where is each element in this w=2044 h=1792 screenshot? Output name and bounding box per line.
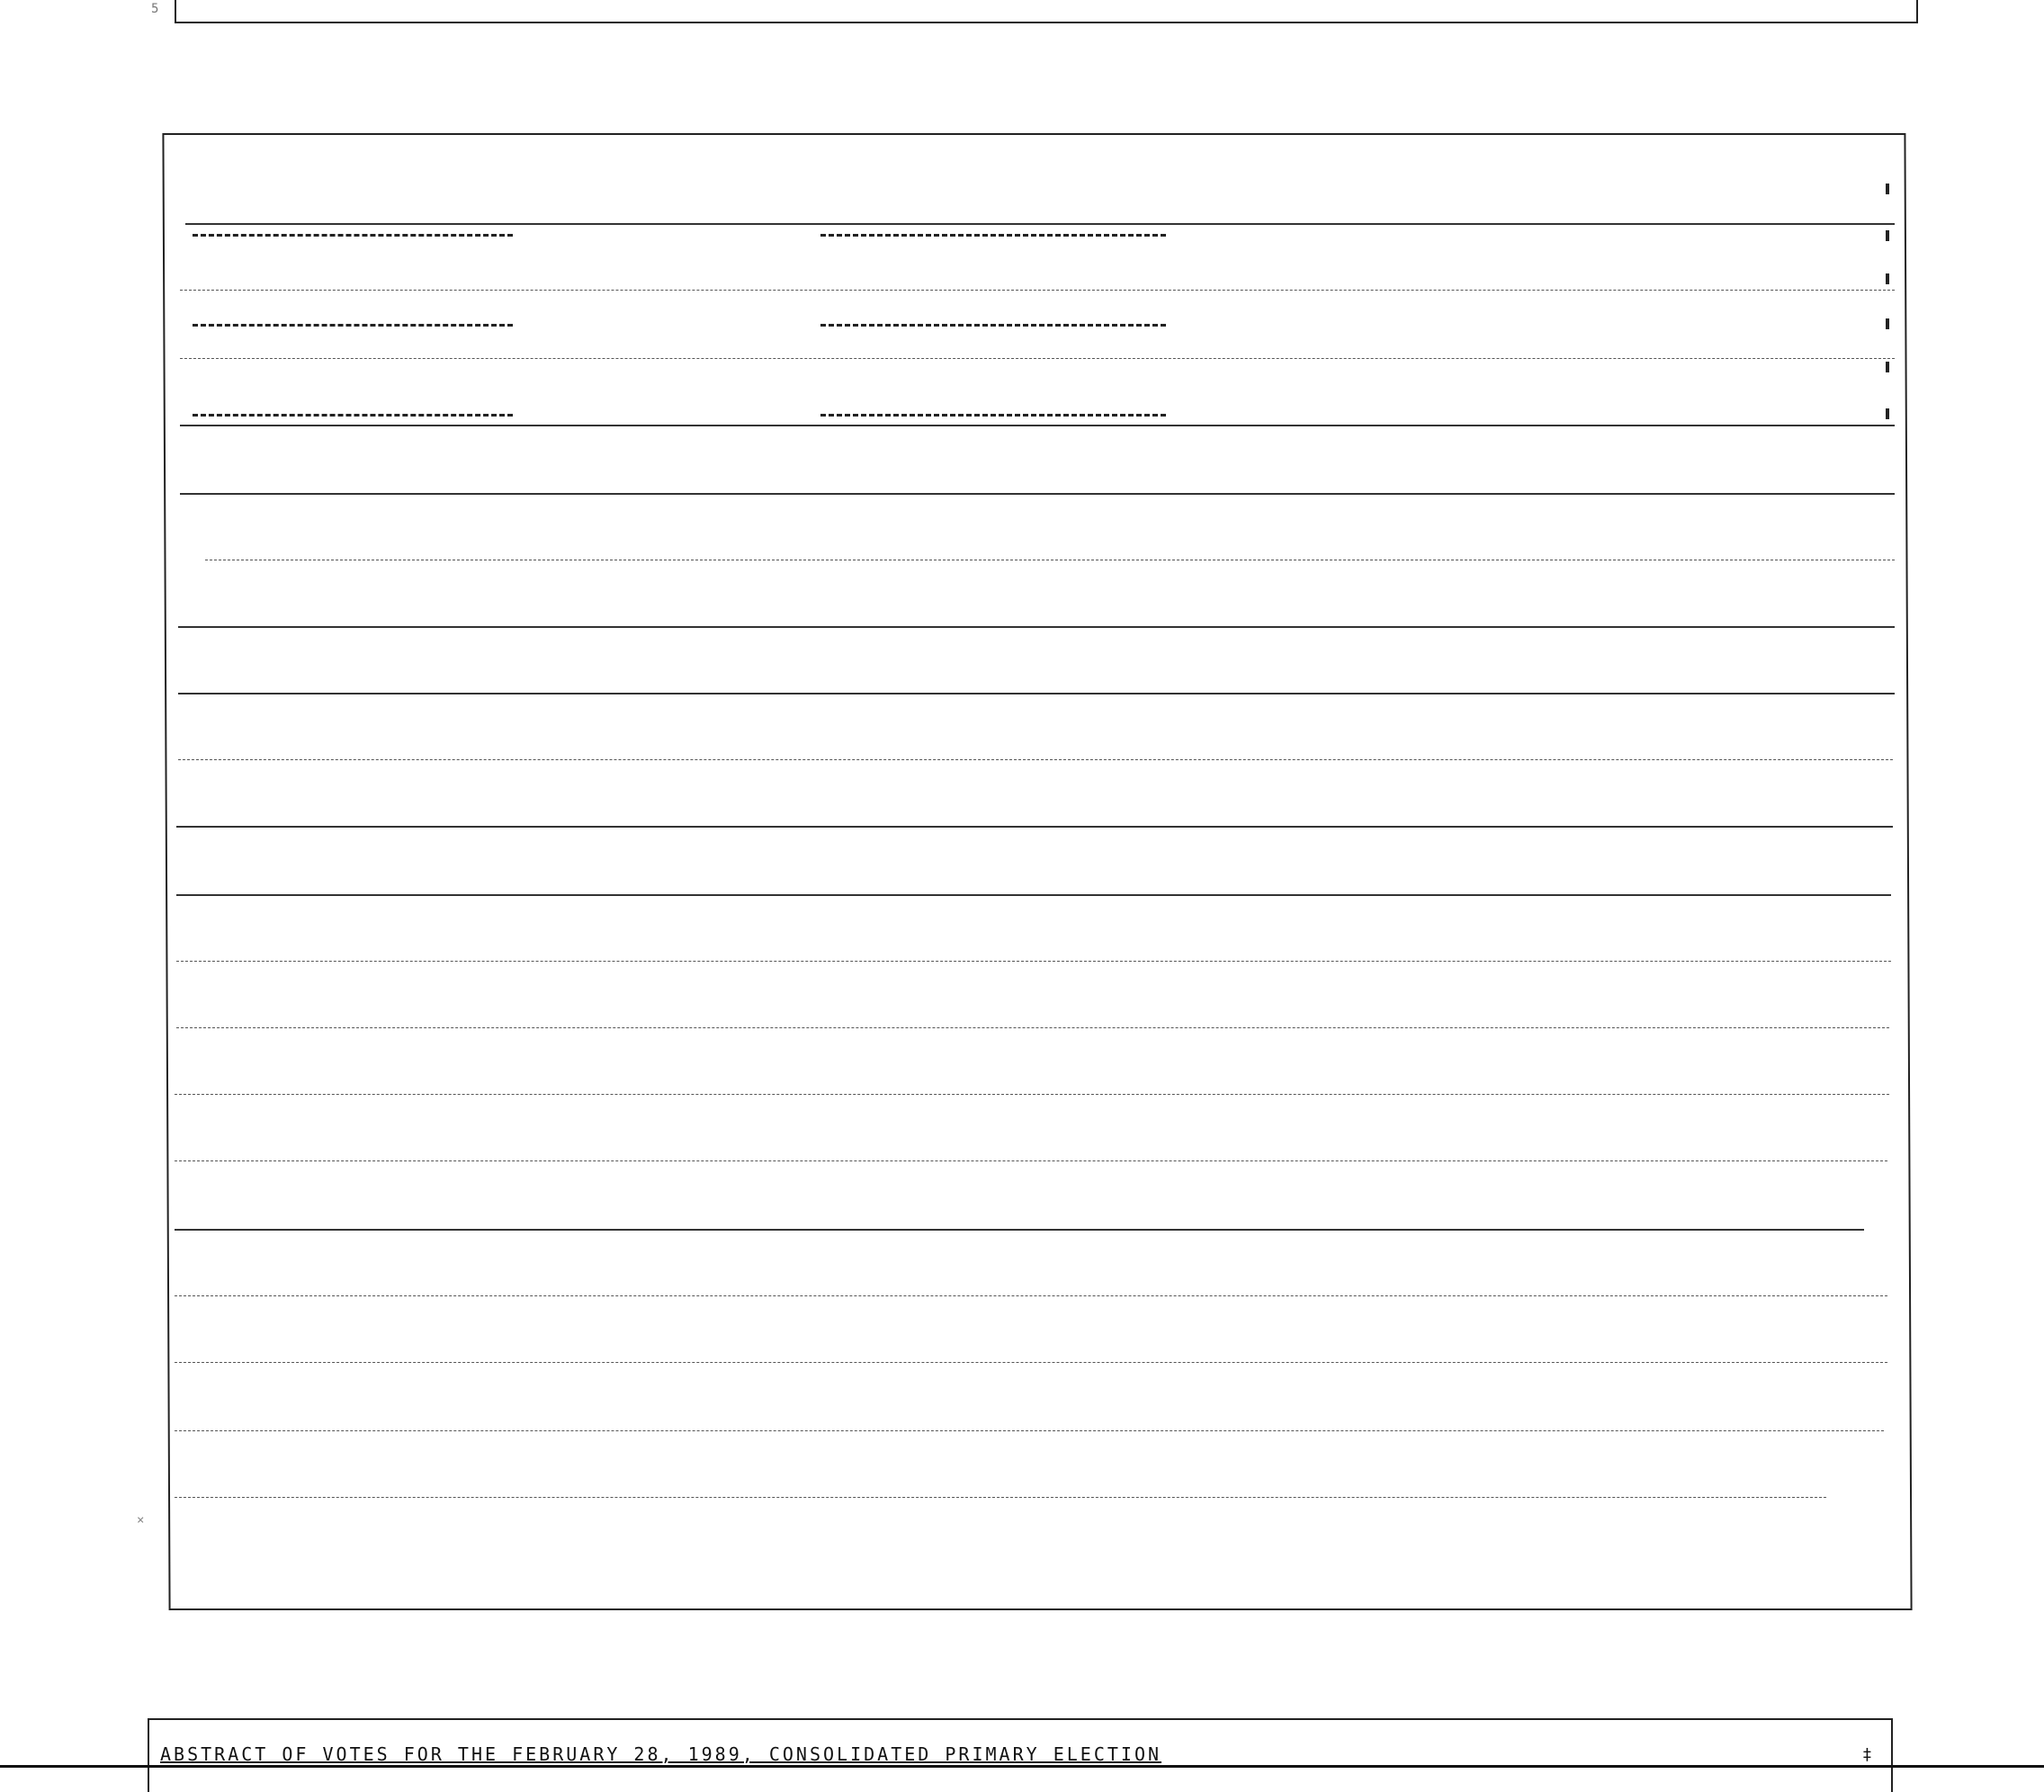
ledger-rule <box>176 894 1891 896</box>
ledger-rule <box>178 693 1895 694</box>
top-margin-mark: 5 <box>151 2 159 16</box>
ledger-rule <box>176 961 1891 962</box>
ledger-rule <box>176 826 1893 828</box>
ledger-rule <box>175 1295 1887 1296</box>
edge-tick <box>1886 318 1889 329</box>
ledger-rule <box>185 223 1895 225</box>
entry-field-left <box>193 414 513 417</box>
edge-tick <box>1886 184 1889 194</box>
ledger-rule <box>175 1160 1887 1161</box>
ledger-rule <box>176 1027 1889 1028</box>
abstract-title: ABSTRACT OF VOTES FOR THE FEBRUARY 28, 1989, CONSOLIDATED PRIMARY ELECTION <box>160 1743 1162 1765</box>
side-margin-mark: × <box>137 1513 145 1528</box>
ledger-rule <box>178 626 1895 628</box>
entry-field-left <box>193 234 513 237</box>
entry-field-left <box>193 324 513 327</box>
edge-tick <box>1886 362 1889 372</box>
edge-tick <box>1886 230 1889 241</box>
entry-field-right <box>820 414 1166 417</box>
edge-tick <box>1886 273 1889 284</box>
ledger-rule <box>175 1430 1884 1431</box>
ledger-rule <box>175 1362 1887 1363</box>
ledger-rule <box>178 759 1893 760</box>
ledger-rule <box>180 493 1895 495</box>
entry-field-right <box>820 324 1166 327</box>
ledger-rule <box>175 1229 1864 1231</box>
ledger-frame <box>162 133 1912 1610</box>
ledger-rule <box>175 1497 1826 1498</box>
ledger-rule <box>180 290 1895 291</box>
ledger-rule <box>180 358 1895 359</box>
ledger-rule <box>175 1094 1889 1095</box>
edge-tick <box>1886 408 1889 419</box>
top-box-fragment <box>175 0 1918 23</box>
abstract-header-mark: ‡ <box>1862 1745 1872 1764</box>
page-baseline-rule <box>0 1765 2044 1768</box>
ledger-rule <box>180 425 1895 426</box>
entry-field-right <box>820 234 1166 237</box>
